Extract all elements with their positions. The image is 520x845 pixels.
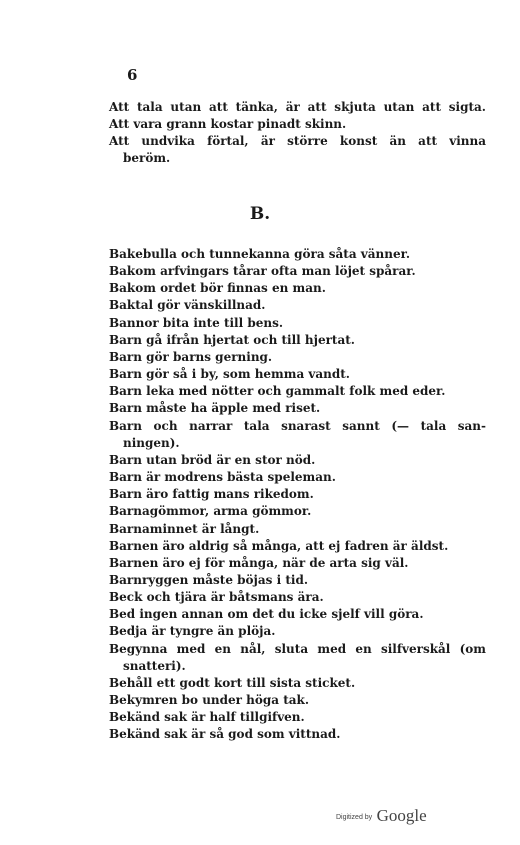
proverb-line: Bakom arfvingars tårar ofta man löjet spårar.: [109, 264, 416, 279]
proverb-line: ningen).: [123, 435, 180, 450]
proverb-line: Att undvika förtal, är större konst än att vinna: [109, 134, 486, 149]
proverb-line: Att vara grann kostar pinadt skinn.: [109, 117, 347, 132]
proverb-line: Barn och narrar tala snarast sannt (— tala san-: [109, 418, 486, 433]
proverb-line: Begynna med en nål, sluta med en silfverskål (om: [109, 641, 486, 656]
top-proverb-block: [109, 99, 486, 168]
proverb-line: Barnaminnet är långt.: [109, 521, 260, 536]
proverb-line: Behåll ett godt kort till sista sticket.: [109, 675, 356, 690]
proverb-line: Barnen äro aldrig så många, att ej fadren är äldst.: [109, 538, 449, 553]
proverb-line: Bedja är tyngre än plöja.: [109, 624, 276, 639]
digitized-watermark: [336, 806, 427, 826]
google-logo: Google: [376, 806, 427, 825]
proverb-line: Bakom ordet bör finnas en man.: [109, 281, 326, 296]
proverb-line: beröm.: [123, 151, 171, 166]
proverb-line: Bekänd sak är half tillgifven.: [109, 710, 305, 725]
page-number: 6: [127, 66, 138, 84]
proverb-line: Barn gå ifrån hjertat och till hjertat.: [109, 332, 355, 347]
proverb-line: Att tala utan att tänka, är att skjuta utan att sigta.: [109, 100, 486, 114]
section-letter: B.: [249, 204, 271, 224]
proverb-line: Barn är modrens bästa speleman.: [109, 470, 336, 485]
proverb-line: Barn gör barns gerning.: [109, 349, 273, 364]
proverb-line: snatteri).: [123, 658, 186, 673]
proverb-line: Bed ingen annan om det du icke sjelf vill göra.: [109, 607, 424, 622]
proverb-line: Barn gör så i by, som hemma vandt.: [109, 367, 350, 382]
proverb-line: Barnagömmor, arma gömmor.: [109, 504, 312, 519]
proverb-line: Beck och tjära är båtsmans ära.: [109, 590, 324, 605]
proverb-line: Barn äro fattig mans rikedom.: [109, 487, 314, 502]
proverb-list: [109, 246, 486, 744]
proverb-line: Bakebulla och tunnekanna göra såta vänner.: [109, 247, 411, 261]
proverb-line: Bannor bita inte till bens.: [109, 315, 284, 330]
proverb-line: Barnryggen måste böjas i tid.: [109, 572, 309, 587]
proverb-line: Barn måste ha äpple med riset.: [109, 401, 321, 416]
proverb-line: Baktal gör vänskillnad.: [109, 298, 266, 313]
proverb-line: Bekymren bo under höga tak.: [109, 693, 310, 708]
proverb-line: Bekänd sak är så god som vittnad.: [109, 727, 341, 742]
proverb-line: Barnen äro ej för många, när de arta sig väl.: [109, 555, 409, 570]
proverb-line: Barn leka med nötter och gammalt folk med eder.: [109, 384, 446, 399]
watermark-prefix: Digitized by: [336, 814, 373, 821]
proverb-line: Barn utan bröd är en stor nöd.: [109, 452, 316, 467]
